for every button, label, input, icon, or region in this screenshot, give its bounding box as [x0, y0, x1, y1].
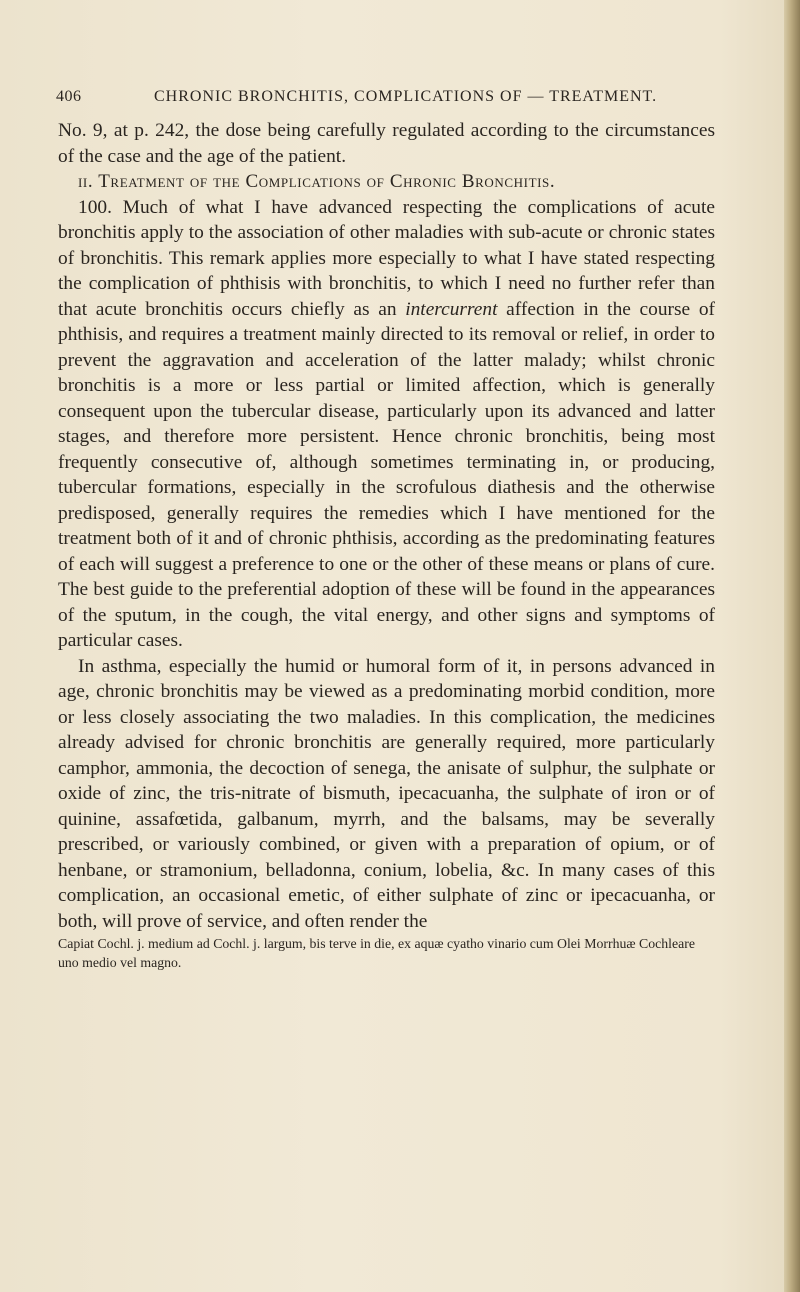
running-title: CHRONIC BRONCHITIS, COMPLICATIONS OF — TREATMENT. [154, 88, 658, 105]
paragraph-continuation: No. 9, at p. 242, the dose being carefully regulated according to the circumstances of the case and the age of the patient. [58, 120, 715, 167]
paragraph-100-part-a: 100. Much of what I have advanced respecting the complications of acute bronchitis apply to the association of other maladies with sub-acute or chronic states of bronchitis. This remark applies more especially to what I have stated respecting the complication of phthisis with bronchitis, to which I need no further refer than that acute bronchitis occurs chiefly as an [58, 196, 715, 320]
section-heading: ii. Treatment of the Complications of Chronic Bronchitis. [78, 171, 556, 192]
emphasis-intercurrent: intercurrent [405, 298, 498, 320]
page-header [56, 88, 716, 112]
paragraph-100 [58, 195, 715, 654]
footnote: Capiat Cochl. j. medium ad Cochl. j. largum, bis terve in die, ex aquæ cyatho vinario cum Olei Morrhuæ Cochleare uno medio vel magno. [58, 936, 695, 970]
paragraph-asthma: In asthma, especially the humid or humoral form of it, in persons advanced in age, chronic bronchitis may be viewed as a predominating morbid condition, more or less closely associating the two maladies. In this complication, the medicines already advised for chronic bronchitis are generally required, more particularly camphor, ammonia, the decoction of senega, the anisate of sulphur, the sulphate or oxide of zinc, the tris-nitrate of bismuth, ipecacuanha, the sulphate of iron or of quinine, assafœtida, galbanum, myrrh, and the balsams, may be severally prescribed, or variously combined, or given with a preparation of opium, or of henbane, or stramonium, belladonna, conium, lobelia, &c. In many cases of this complication, an occasional emetic, of either sulphate of zinc or ipecacuanha, or both, will prove of service, and often render the [58, 655, 715, 932]
paragraph-100-part-b: affection in the course of phthisis, and requires a treatment mainly directed to its removal or relief, in order to prevent the aggravation and acceleration of the latter malady; whilst chronic bronchitis is a more or less partial or limited affection, which is generally consequent upon the tubercular disease, particularly upon its advanced and latter stages, and therefore more persistent. Hence chronic bronchitis, being most frequently consecutive of, although sometimes terminating in, or producing, tubercular formations, especially in the scrofulous diathesis and the otherwise predisposed, generally requires the remedies which I have mentioned for the treatment both of it and of chronic phthisis, according as the predominating features of each will suggest a preference to one or the other of these means or plans of cure. The best guide to the preferential adoption of these will be found in the appearances of the sputum, in the cough, the vital energy, and other signs and symptoms of particular cases. [58, 298, 715, 651]
page-number: 406 [56, 88, 82, 105]
page-body [58, 118, 715, 972]
book-spine-edge [784, 0, 800, 1292]
